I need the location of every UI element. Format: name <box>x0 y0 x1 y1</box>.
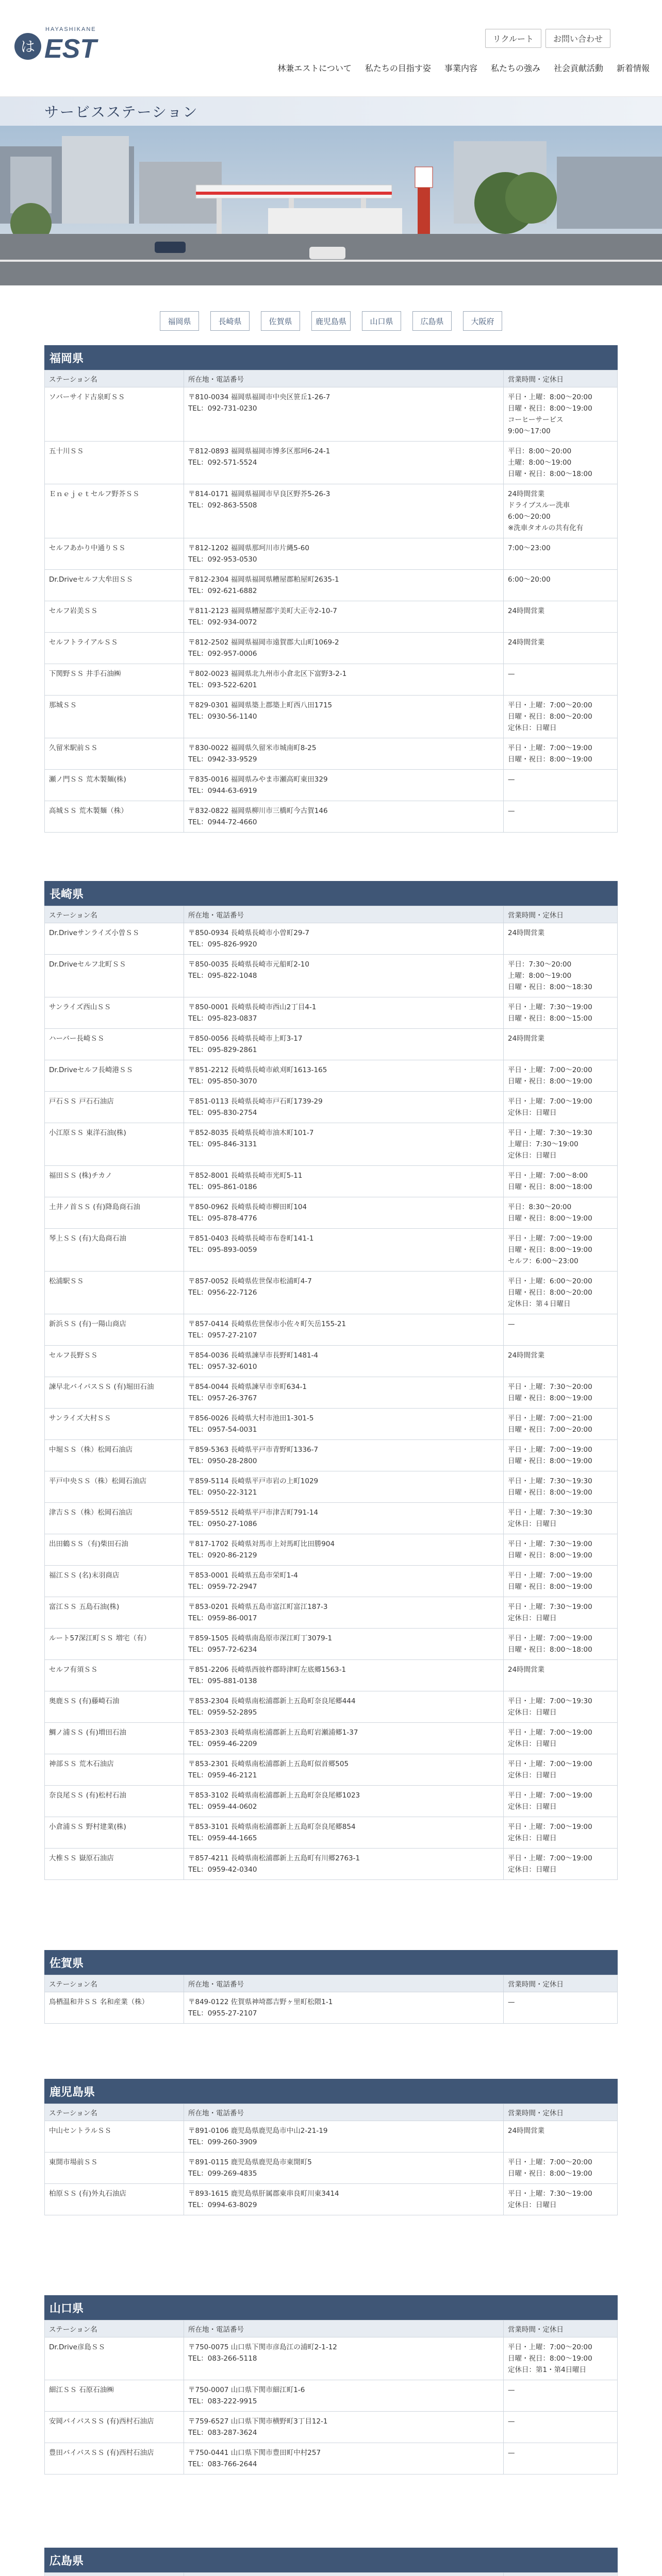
table-row <box>45 1060 618 1092</box>
station-table <box>44 2104 618 2215</box>
contact-button[interactable]: お問い合わせ <box>545 29 610 48</box>
station-name: 久留米駅前ＳＳ <box>45 738 184 770</box>
prefecture-section <box>44 2548 618 2576</box>
table-row <box>45 2443 618 2475</box>
station-name: 五十川ＳＳ <box>45 442 184 484</box>
column-header <box>184 2573 504 2576</box>
station-name: 那城ＳＳ <box>45 696 184 738</box>
station-hours: 24時間営業 <box>504 633 618 664</box>
column-header: 所在地・電話番号 <box>184 906 504 923</box>
company-logo[interactable] <box>12 10 115 72</box>
column-header: ステーション名 <box>45 2320 184 2337</box>
station-address: 〒859-5512 長崎県平戸市津吉町791-14 TEL：0950-27-1086 <box>184 1503 504 1534</box>
station-name: 福田ＳＳ (株)チカノ <box>45 1166 184 1197</box>
station-address: 〒854-0044 長崎県諫早市幸町634-1 TEL：0957-26-3767 <box>184 1377 504 1409</box>
station-name: 土井ノ首ＳＳ (有)降島商石油 <box>45 1197 184 1229</box>
station-hours: 24時間営業 <box>504 923 618 955</box>
station-address: 〒853-0001 長崎県五島市栄町1-4 TEL：0959-72-2947 <box>184 1566 504 1597</box>
table-header-row <box>45 2573 618 2576</box>
station-hours: 平日・上曜：7:00〜19:00 日曜・祝日：8:00〜19:00 <box>504 1440 618 1471</box>
station-address: 〒891-0115 鹿児島県鹿児島市東開町5 TEL：099-269-4835 <box>184 2153 504 2184</box>
table-header-row <box>45 1975 618 1992</box>
station-address: 〒759-6527 山口県下関市横野町3丁目12-1 TEL：083-287-3624 <box>184 2412 504 2443</box>
station-hours: 平日・上曜：7:30〜19:00 定休日：日曜日 <box>504 2184 618 2215</box>
station-address: 〒850-0035 長崎県長崎市元船町2-10 TEL：095-822-1048 <box>184 955 504 997</box>
station-hours: 平日・上曜：7:00〜20:00 日曜・祝日：8:00〜19:00 <box>504 2153 618 2184</box>
table-row <box>45 1629 618 1660</box>
station-name: 大椎ＳＳ 嶽原石油店 <box>45 1849 184 1880</box>
table-row <box>45 1272 618 1314</box>
station-hours: 平日・上曜：7:30〜19:30 上曜日：7:30〜19:00 定休日：日曜日 <box>504 1123 618 1166</box>
station-hours: — <box>504 1992 618 2024</box>
station-name: 琴上ＳＳ (有)大島商石油 <box>45 1229 184 1272</box>
table-row <box>45 570 618 601</box>
page-title: サービスステーション <box>0 97 662 126</box>
prefecture-section <box>44 1950 618 2024</box>
station-table <box>44 906 618 1880</box>
station-hours: 平日：8:30〜20:00 日曜・祝日：8:00〜19:00 <box>504 1197 618 1229</box>
station-hours: 平日・上曜：7:00〜19:00 定休日：日曜日 <box>504 1817 618 1849</box>
table-row <box>45 2184 618 2215</box>
station-name: セルフ有須ＳＳ <box>45 1660 184 1691</box>
station-address: 〒853-2303 長崎県南松浦郡新上五島町岩瀬浦郷1-37 TEL：0959-46-2209 <box>184 1723 504 1754</box>
station-hours: 平日：7:30〜20:00 上曜：8:00〜19:00 日曜・祝日：8:00〜18:30 <box>504 955 618 997</box>
station-hours: 平日・上曜：7:00〜19:00 日曜・祝日：8:00〜18:00 <box>504 1629 618 1660</box>
station-name: Ｅｎｅｊｅｔセルフ野芥ＳＳ <box>45 484 184 538</box>
station-address: 〒810-0034 福岡県福岡市中央区笹丘1-26-7 TEL：092-731-0230 <box>184 387 504 442</box>
station-hours: 平日・上曜：7:00〜19:00 定休日：日曜日 <box>504 1754 618 1786</box>
table-row <box>45 1166 618 1197</box>
station-name: 津吉ＳＳ（株）松岡石油店 <box>45 1503 184 1534</box>
station-hours: — <box>504 2412 618 2443</box>
table-row <box>45 923 618 955</box>
station-name: ハーバー長崎ＳＳ <box>45 1029 184 1060</box>
column-header: 所在地・電話番号 <box>184 370 504 387</box>
prefecture-section <box>44 2295 618 2475</box>
table-row <box>45 1197 618 1229</box>
station-hours: 平日・上曜：7:00〜19:00 定休日：日曜日 <box>504 1723 618 1754</box>
station-name: セルフ長野ＳＳ <box>45 1346 184 1377</box>
station-hours: 平日・上曜：7:30〜20:00 日曜・祝日：8:00〜19:00 <box>504 1377 618 1409</box>
column-header: ステーション名 <box>45 370 184 387</box>
section-heading: 福岡県 <box>44 345 618 370</box>
station-name: Dr.Driveセルフ大牟田ＳＳ <box>45 570 184 601</box>
station-name: サンライズ大村ＳＳ <box>45 1409 184 1440</box>
station-hours: 平日・上曜：7:00〜19:00 定休日：日曜日 <box>504 1786 618 1817</box>
table-row <box>45 1314 618 1346</box>
station-hours: 平日・上曜：7:30〜19:00 日曜・祝日：8:00〜19:00 <box>504 1534 618 1566</box>
station-name: 鯛ノ浦ＳＳ (有)増田石油 <box>45 1723 184 1754</box>
tab-yamaguchi[interactable]: 山口県 <box>362 311 401 331</box>
table-row <box>45 1849 618 1880</box>
station-address: 〒859-1505 長崎県南島原市深江町丁3079-1 TEL：0957-72-6234 <box>184 1629 504 1660</box>
tab-nagasaki[interactable]: 長崎県 <box>210 311 250 331</box>
table-row <box>45 1377 618 1409</box>
tab-kagoshima[interactable]: 鹿児島県 <box>311 311 351 331</box>
station-address: 〒812-2502 福岡県福岡市遠賀郡大山町1069-2 TEL：092-957-0006 <box>184 633 504 664</box>
table-row <box>45 2153 618 2184</box>
tab-saga[interactable]: 佐賀県 <box>261 311 300 331</box>
station-hours: 平日・上曜：7:00〜19:00 定休日：日曜日 <box>504 1849 618 1880</box>
station-hours: 平日・上曜：7:00〜19:00 日曜・祝日：8:00〜19:00 <box>504 1566 618 1597</box>
station-hours: 平日・上曜：8:00〜20:00 日曜・祝日：8:00〜19:00 コーヒーサービス 9:00〜17:00 <box>504 387 618 442</box>
station-hours: 24時間営業 <box>504 1346 618 1377</box>
table-row <box>45 2380 618 2412</box>
station-hours: — <box>504 2443 618 2475</box>
station-address: 〒832-0822 福岡県柳川市三橋町今古賀146 TEL：0944-72-4660 <box>184 801 504 833</box>
table-row <box>45 770 618 801</box>
station-name: 出田鶴ＳＳ（有)柴田石油 <box>45 1534 184 1566</box>
hero-image <box>0 126 662 285</box>
station-hours: — <box>504 1314 618 1346</box>
section-heading: 山口県 <box>44 2295 618 2320</box>
station-name: ソバーサイド古泉町ＳＳ <box>45 387 184 442</box>
station-name: Dr.Driveサンライズ小曽ＳＳ <box>45 923 184 955</box>
station-address: 〒853-2301 長崎県南松浦郡新上五島町似首郷505 TEL：0959-46-2121 <box>184 1754 504 1786</box>
table-header-row <box>45 906 618 923</box>
column-header <box>504 2573 618 2576</box>
station-address: 〒812-0893 福岡県福岡市博多区那珂6-24-1 TEL：092-571-5524 <box>184 442 504 484</box>
station-hours: 24時間営業 <box>504 2121 618 2153</box>
table-row <box>45 1346 618 1377</box>
column-header: 営業時間・定休日 <box>504 906 618 923</box>
table-row <box>45 2337 618 2380</box>
station-address: 〒850-0934 長崎県長崎市小曽町29-7 TEL：095-826-9920 <box>184 923 504 955</box>
table-row <box>45 955 618 997</box>
column-header: 所在地・電話番号 <box>184 2320 504 2337</box>
table-row <box>45 1992 618 2024</box>
station-hours: 平日・上曜：7:30〜19:30 日曜・祝日：8:00〜19:00 <box>504 1471 618 1503</box>
station-table <box>44 2320 618 2475</box>
table-row <box>45 1409 618 1440</box>
table-row <box>45 1660 618 1691</box>
station-name: 小倉浦ＳＳ 野村建業(株) <box>45 1817 184 1849</box>
station-address: 〒853-0201 長崎県五島市富江町富江187-3 TEL：0959-86-0017 <box>184 1597 504 1629</box>
table-row <box>45 484 618 538</box>
station-name: サンライズ西山ＳＳ <box>45 997 184 1029</box>
station-address: 〒856-0026 長崎県大村市池田1-301-5 TEL：0957-54-0031 <box>184 1409 504 1440</box>
station-name: 高城ＳＳ 荒木製麺（株） <box>45 801 184 833</box>
nav-csr[interactable]: 社会貢献活動 <box>553 63 603 73</box>
station-hours: — <box>504 770 618 801</box>
station-name: 東開市場前ＳＳ <box>45 2153 184 2184</box>
station-name: 鳥栖温和井ＳＳ 名和産業（株） <box>45 1992 184 2024</box>
tab-hiroshima[interactable]: 広島県 <box>412 311 452 331</box>
table-row <box>45 1123 618 1166</box>
recruit-button[interactable]: リクルート <box>485 29 541 48</box>
station-address: 〒750-0075 山口県下関市彦島江の浦町2-1-12 TEL：083-266-5118 <box>184 2337 504 2380</box>
column-header: 営業時間・定休日 <box>504 370 618 387</box>
station-name: Dr.Driveセルフ北町ＳＳ <box>45 955 184 997</box>
station-name: 福江ＳＳ (名)末羽商店 <box>45 1566 184 1597</box>
table-row <box>45 997 618 1029</box>
station-hours: 平日・上曜：7:00〜19:00 日曜・祝日：8:00〜19:00 セルフ：6:00〜23:00 <box>504 1229 618 1272</box>
tab-fukuoka[interactable]: 福岡県 <box>160 311 199 331</box>
station-name: 奈良尾ＳＳ (有)松村石油 <box>45 1786 184 1817</box>
station-name: セルフあかり中通りＳＳ <box>45 538 184 570</box>
station-address: 〒851-2212 長崎県長崎市畝刈町1613-165 TEL：095-850-3070 <box>184 1060 504 1092</box>
station-address: 〒750-0441 山口県下関市豊田町中村257 TEL：083-766-2644 <box>184 2443 504 2475</box>
station-name: 小江原ＳＳ 東洋石油(株) <box>45 1123 184 1166</box>
station-name: 諫早北バイパスＳＳ (有)堀田石油 <box>45 1377 184 1409</box>
table-header-row <box>45 2320 618 2337</box>
station-hours: 平日・上曜：7:00〜20:00 日曜・祝日：8:00〜20:00 定休日：日曜日 <box>504 696 618 738</box>
station-name: セルフ岩美ＳＳ <box>45 601 184 633</box>
station-hours: 平日：8:00〜20:00 土曜：8:00〜19:00 日曜・祝日：8:00〜18:00 <box>504 442 618 484</box>
station-address: 〒812-1202 福岡県那珂川市片縄5-60 TEL：092-953-0530 <box>184 538 504 570</box>
station-name: 中堀ＳＳ（株）松岡石油店 <box>45 1440 184 1471</box>
station-name: ルート57深江町ＳＳ 増宅（有） <box>45 1629 184 1660</box>
station-table <box>44 1975 618 2024</box>
station-name: 豊田バイパスＳＳ (有)西村石油店 <box>45 2443 184 2475</box>
section-heading: 鹿児島県 <box>44 2079 618 2104</box>
prefecture-section <box>44 881 618 1880</box>
global-nav <box>277 62 650 74</box>
station-address: 〒857-0052 長崎県佐世保市松浦町4-7 TEL：0956-22-7126 <box>184 1272 504 1314</box>
column-header: 営業時間・定休日 <box>504 2104 618 2121</box>
table-row <box>45 1534 618 1566</box>
column-header: ステーション名 <box>45 906 184 923</box>
table-row <box>45 2412 618 2443</box>
station-address: 〒850-0001 長崎県長崎市西山2丁目4-1 TEL：095-823-0837 <box>184 997 504 1029</box>
table-row <box>45 1691 618 1723</box>
station-table <box>44 2572 618 2576</box>
table-row <box>45 2121 618 2153</box>
table-row <box>45 1029 618 1060</box>
prefecture-section <box>44 2079 618 2215</box>
station-address: 〒829-0301 福岡県築上郡築上町西八田1715 TEL：0930-56-1140 <box>184 696 504 738</box>
table-row <box>45 1440 618 1471</box>
station-hours: 6:00〜20:00 <box>504 570 618 601</box>
station-name: 細江ＳＳ 石原石油㈱ <box>45 2380 184 2412</box>
station-table <box>44 370 618 833</box>
table-row <box>45 601 618 633</box>
table-row <box>45 1503 618 1534</box>
station-address: 〒859-5363 長崎県平戸市青野町1336-7 TEL：0950-28-2800 <box>184 1440 504 1471</box>
station-address: 〒853-3102 長崎県南松浦郡新上五島町奈良尾郷1023 TEL：0959-44-0602 <box>184 1786 504 1817</box>
station-address: 〒851-0113 長崎県長崎市戸石町1739-29 TEL：095-830-2754 <box>184 1092 504 1123</box>
nav-business[interactable]: 事業内容 <box>444 63 477 73</box>
station-address: 〒853-2304 長崎県南松浦郡新上五島町奈良尾郷444 TEL：0959-52-2895 <box>184 1691 504 1723</box>
station-address: 〒857-0414 長崎県佐世保市小佐々町矢岳155-21 TEL：0957-27-2107 <box>184 1314 504 1346</box>
section-heading: 長崎県 <box>44 881 618 906</box>
station-address: 〒802-0023 福岡県北九州市小倉北区下富野3-2-1 TEL：093-522-6201 <box>184 664 504 696</box>
station-name: 奥鹿ＳＳ (有)藤崎石油 <box>45 1691 184 1723</box>
station-hours: 平日・上曜：7:00〜19:00 日曜・祝日：8:00〜19:00 <box>504 738 618 770</box>
table-row <box>45 538 618 570</box>
station-address: 〒851-0403 長崎県長崎市布巻町141-1 TEL：095-893-0059 <box>184 1229 504 1272</box>
station-address: 〒811-2123 福岡県糟屋郡宇美町大正寺2-10-7 TEL：092-934-0072 <box>184 601 504 633</box>
station-hours: 24時間営業 <box>504 601 618 633</box>
table-row <box>45 801 618 833</box>
table-row <box>45 1817 618 1849</box>
station-hours: — <box>504 801 618 833</box>
column-header: 所在地・電話番号 <box>184 2104 504 2121</box>
table-row <box>45 1723 618 1754</box>
station-hours: 平日・上曜：7:00〜8:00 日曜・祝日：8:00〜18:00 <box>504 1166 618 1197</box>
station-hours: 平日・上曜：6:00〜20:00 日曜・祝日：8:00〜20:00 定休日：第４日曜日 <box>504 1272 618 1314</box>
station-name: 安岡バイパスＳＳ (有)西村石油店 <box>45 2412 184 2443</box>
nav-news[interactable]: 新着情報 <box>616 63 650 73</box>
table-row <box>45 696 618 738</box>
station-name: 中山セントラルＳＳ <box>45 2121 184 2153</box>
station-hours: 平日・上曜：7:00〜21:00 日曜・祝日：7:00〜20:00 <box>504 1409 618 1440</box>
table-row <box>45 1566 618 1597</box>
column-header: ステーション名 <box>45 1975 184 1992</box>
section-heading: 佐賀県 <box>44 1950 618 1975</box>
table-row <box>45 633 618 664</box>
station-address: 〒891-0106 鹿児島県鹿児島市中山2-21-19 TEL：099-260-3909 <box>184 2121 504 2153</box>
tab-osaka[interactable]: 大阪府 <box>463 311 502 331</box>
table-row <box>45 1092 618 1123</box>
station-hours: 24時間営業 <box>504 1660 618 1691</box>
station-address: 〒814-0171 福岡県福岡市早良区野芥5-26-3 TEL：092-863-5508 <box>184 484 504 538</box>
station-address: 〒812-2304 福岡県福岡県糟屋郡粕屋町2635-1 TEL：092-621-6882 <box>184 570 504 601</box>
station-name: Dr.Driveセルフ長崎港ＳＳ <box>45 1060 184 1092</box>
station-name: 柏原ＳＳ (有)外丸石油店 <box>45 2184 184 2215</box>
station-name: 下関野ＳＳ 井手石油㈱ <box>45 664 184 696</box>
station-name: セルフトライアルＳＳ <box>45 633 184 664</box>
station-hours: 平日・上曜：7:00〜19:00 定休日：日曜日 <box>504 1092 618 1123</box>
station-hours: 24時間営業 ドライブスルー洗車 6:00〜20:00 ※洗車タオルの共有化有 <box>504 484 618 538</box>
site-header <box>0 0 662 97</box>
station-address: 〒849-0122 佐賀県神埼郡吉野ヶ里町松隈1-1 TEL：0955-27-2107 <box>184 1992 504 2024</box>
nav-about[interactable]: 林兼エストについて <box>277 63 352 73</box>
column-header <box>45 2573 184 2576</box>
station-address: 〒750-0007 山口県下関市細江町1-6 TEL：083-222-9915 <box>184 2380 504 2412</box>
station-address: 〒851-2206 長崎県西彼杵郡時津町左底郷1563-1 TEL：095-881-0138 <box>184 1660 504 1691</box>
station-hours: — <box>504 664 618 696</box>
column-header: 営業時間・定休日 <box>504 1975 618 1992</box>
station-address: 〒859-5114 長崎県平戸市岩の上町1029 TEL：0950-22-3121 <box>184 1471 504 1503</box>
column-header: 営業時間・定休日 <box>504 2320 618 2337</box>
table-row <box>45 387 618 442</box>
station-address: 〒857-4211 長崎県南松浦郡新上五島町有川郷2763-1 TEL：0959-42-0340 <box>184 1849 504 1880</box>
table-row <box>45 1229 618 1272</box>
table-row <box>45 1786 618 1817</box>
nav-strengths[interactable]: 私たちの強み <box>490 63 540 73</box>
station-hours: 平日・上曜：7:00〜19:30 定休日：日曜日 <box>504 1691 618 1723</box>
table-row <box>45 442 618 484</box>
station-hours: 平日・上曜：7:00〜20:00 日曜・祝日：8:00〜19:00 定休日：第1・第4日曜日 <box>504 2337 618 2380</box>
station-address: 〒830-0022 福岡県久留米市城南町8-25 TEL：0942-33-9529 <box>184 738 504 770</box>
station-address: 〒853-3101 長崎県南松浦郡新上五島町奈良尾郷854 TEL：0959-44-1665 <box>184 1817 504 1849</box>
table-row <box>45 1597 618 1629</box>
station-address: 〒893-1615 鹿児島県肝属郡東串良町川東3414 TEL：0994-63-8029 <box>184 2184 504 2215</box>
station-hours: 平日・上曜：7:30〜19:30 定休日：日曜日 <box>504 1503 618 1534</box>
station-name: 富江ＳＳ 五島石油(株) <box>45 1597 184 1629</box>
table-row <box>45 1471 618 1503</box>
prefecture-section <box>44 345 618 833</box>
station-hours: 平日・上曜：7:00〜20:00 日曜・祝日：8:00〜19:00 <box>504 1060 618 1092</box>
station-address: 〒850-0056 長崎県長崎市上町3-17 TEL：095-829-2861 <box>184 1029 504 1060</box>
station-address: 〒835-0016 福岡県みやま市瀬高町東田329 TEL：0944-63-6919 <box>184 770 504 801</box>
station-address: 〒817-1702 長崎県対馬市上対馬町比田勝904 TEL：0920-86-2129 <box>184 1534 504 1566</box>
column-header: ステーション名 <box>45 2104 184 2121</box>
section-heading: 広島県 <box>44 2548 618 2572</box>
station-hours: 24時間営業 <box>504 1029 618 1060</box>
station-address: 〒852-8001 長崎県長崎市光町5-11 TEL：095-861-0186 <box>184 1166 504 1197</box>
station-hours: — <box>504 2380 618 2412</box>
station-name: 瀬ノ門ＳＳ 荒木製麺(株) <box>45 770 184 801</box>
svg-text:HAYASHIKANE: HAYASHIKANE <box>45 26 96 32</box>
table-row <box>45 738 618 770</box>
svg-text:は: は <box>20 39 36 55</box>
table-header-row <box>45 2104 618 2121</box>
station-address: 〒850-0962 長崎県長崎市柳田町104 TEL：095-878-4776 <box>184 1197 504 1229</box>
table-row <box>45 664 618 696</box>
station-hours: 平日・上曜：7:30〜19:00 日曜・祝日：8:00〜15:00 <box>504 997 618 1029</box>
station-name: 平戸中央ＳＳ（株）松岡石油店 <box>45 1471 184 1503</box>
table-header-row <box>45 370 618 387</box>
table-row <box>45 1754 618 1786</box>
station-name: 松浦駅ＳＳ <box>45 1272 184 1314</box>
station-name: 新浜ＳＳ (有)一陽山商店 <box>45 1314 184 1346</box>
column-header: 所在地・電話番号 <box>184 1975 504 1992</box>
station-hours: 平日・上曜：7:30〜19:00 定休日：日曜日 <box>504 1597 618 1629</box>
svg-text:EST: EST <box>44 34 97 64</box>
station-address: 〒854-0036 長崎県諫早市長野町1481-4 TEL：0957-32-6010 <box>184 1346 504 1377</box>
station-name: 神部ＳＳ 荒木石油店 <box>45 1754 184 1786</box>
station-address: 〒852-8035 長崎県長崎市油木町101-7 TEL：095-846-3131 <box>184 1123 504 1166</box>
station-name: Dr.Drive彦島ＳＳ <box>45 2337 184 2380</box>
station-hours: 7:00〜23:00 <box>504 538 618 570</box>
top-utility-buttons <box>485 29 610 48</box>
station-name: 戸石ＳＳ 戸石石油店 <box>45 1092 184 1123</box>
nav-vision[interactable]: 私たちの目指す姿 <box>365 63 431 73</box>
